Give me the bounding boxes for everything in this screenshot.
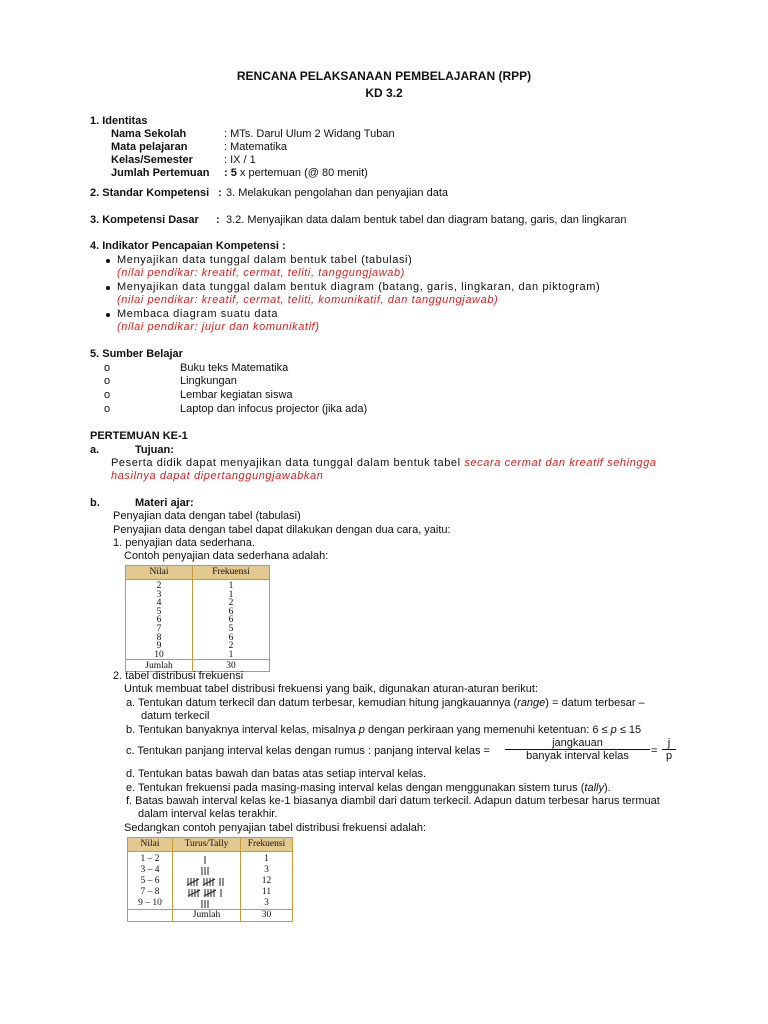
table-total-row: [128, 910, 293, 922]
materi-label: b.: [90, 497, 100, 509]
tally-marks-icon: [188, 888, 225, 898]
cell-frekuensi: 5: [193, 625, 270, 634]
identitas-label-mapel: Mata pelajaran: [111, 141, 188, 153]
total-label: Jumlah: [173, 910, 241, 922]
tujuan-text: Peserta didik dapat menyajikan data tunggal dalam bentuk tabel secara cermat dan kreatif sehingga: [111, 457, 657, 469]
cell-nilai: 10: [126, 651, 193, 660]
bullet-icon: [106, 259, 110, 263]
materi-line-1: Penyajian data dengan tabel (tabulasi): [113, 510, 301, 522]
table2-header-frekuensi: Frekuensi: [241, 838, 293, 852]
tally-marks-icon: [187, 877, 227, 887]
bullet-icon: [106, 286, 110, 290]
tally-marks-icon: [201, 899, 212, 909]
indikator-heading: 4. Indikator Pencapaian Kompetensi :: [90, 240, 286, 252]
indikator-note-3: (nilai pendikar: jujur dan komunikatif): [117, 321, 320, 333]
cell-frekuensi: 1: [193, 591, 270, 600]
identitas-value-sekolah: : MTs. Darul Ulum 2 Widang Tuban: [224, 128, 395, 140]
sumber-item-2: Lingkungan: [180, 375, 237, 387]
table-row: [128, 852, 293, 866]
identitas-label-sekolah: Nama Sekolah: [111, 128, 187, 140]
cell-frekuensi: 2: [193, 599, 270, 608]
cell-frekuensi: 1: [241, 852, 293, 866]
cell-nilai: 3: [126, 591, 193, 600]
table-row: [126, 651, 270, 660]
cell-nilai: 5: [126, 608, 193, 617]
fraction-j-over-p: $\frac{j}{p}$: [662, 737, 676, 762]
rule-e: e. Tentukan frekuensi pada masing-masing interval kelas dengan menggunakan sistem turus (tally).: [126, 782, 611, 794]
identitas-value-kelas: : IX / 1: [224, 154, 256, 166]
circle-bullet-icon: o: [104, 403, 111, 415]
cell-frekuensi: 3: [241, 898, 293, 910]
table2-header-tally: Turus/Tally: [173, 838, 241, 852]
standar-colon: :: [218, 187, 222, 199]
cell-frekuensi: 1: [193, 651, 270, 660]
tally-marks-icon: [201, 866, 212, 876]
kompetensi-label: 3. Kompetensi Dasar: [90, 214, 199, 226]
sumber-item-4: Laptop dan infocus projector (jika ada): [180, 403, 368, 415]
cell-nilai: 5 – 6: [128, 876, 173, 887]
rule-c: c. Tentukan panjang interval kelas dengan rumus : panjang interval kelas =: [126, 745, 490, 757]
materi-line-4: Contoh penyajian data sederhana adalah:: [124, 550, 329, 562]
table-row: [126, 608, 270, 617]
standar-value: 3. Melakukan pengolahan dan penyajian data: [226, 187, 449, 199]
cell-frekuensi: 6: [193, 608, 270, 617]
indikator-item-2: Menyajikan data tunggal dalam bentuk diagram (batang, garis, lingkaran, dan piktogram): [117, 281, 601, 293]
cell-tally: [173, 852, 241, 866]
table2-header-nilai: Nilai: [128, 838, 173, 852]
cell-frekuensi: 3: [241, 865, 293, 876]
cell-nilai: 7 – 8: [128, 887, 173, 898]
identitas-value-mapel: : Matematika: [224, 141, 287, 153]
pertemuan-heading: PERTEMUAN KE-1: [90, 430, 188, 442]
table1-header-frekuensi: Frekuensi: [193, 566, 270, 580]
circle-bullet-icon: o: [104, 375, 111, 387]
table-row: [128, 887, 293, 898]
cell-frekuensi: 12: [241, 876, 293, 887]
rule-a: a. Tentukan datum terkecil dan datum terbesar, kemudian hitung jangkauannya (range) = datum terbesar –: [126, 697, 645, 709]
distribusi-example-intro: Sedangkan contoh penyajian tabel distribusi frekuensi adalah:: [124, 822, 427, 834]
circle-bullet-icon: o: [104, 389, 111, 401]
cell-nilai: 4: [126, 599, 193, 608]
materi-line-2: Penyajian data dengan tabel dapat dilakukan dengan dua cara, yaitu:: [113, 524, 451, 536]
kompetensi-colon: :: [216, 214, 220, 226]
circle-bullet-icon: o: [104, 362, 111, 374]
cell-nilai: 9: [126, 642, 193, 651]
table1-header-nilai: Nilai: [126, 566, 193, 580]
cell-nilai: 7: [126, 625, 193, 634]
rule-a-cont: datum terkecil: [141, 710, 210, 722]
total-value: 30: [241, 910, 293, 922]
kompetensi-value: 3.2. Menyajikan data dalam bentuk tabel dan diagram batang, garis, dan lingkaran: [226, 214, 627, 226]
indikator-note-2: (nilai pendikar: kreatif, cermat, teliti, komunikatif, dan tanggungjawab): [117, 294, 499, 306]
table-row: [126, 642, 270, 651]
cell-frekuensi: 1: [193, 580, 270, 591]
cell-tally: [173, 876, 241, 887]
rule-b: b. Tentukan banyaknya interval kelas, misalnya p dengan perkiraan yang memenuhi ketentuan: 6 ≤ p ≤ 15: [126, 724, 642, 736]
cell-frekuensi: 6: [193, 616, 270, 625]
identitas-value-pertemuan: : 5 x pertemuan (@ 80 menit): [224, 167, 368, 179]
simple-data-table: [125, 565, 270, 672]
materi-line-3: 1. penyajian data sederhana.: [113, 537, 255, 549]
fraction-jangkauan: jangkauan banyak interval kelas: [505, 737, 650, 762]
cell-tally: [173, 865, 241, 876]
sumber-item-1: Buku teks Matematika: [180, 362, 289, 374]
doc-subtitle: KD 3.2: [365, 86, 403, 100]
table-row: [128, 865, 293, 876]
tujuan-text-cont: hasilnya dapat dipertanggungjawabkan: [111, 470, 324, 482]
sumber-item-3: Lembar kegiatan siswa: [180, 389, 293, 401]
cell-frekuensi: 6: [193, 634, 270, 643]
distribusi-heading: 2. tabel distribusi frekuensi: [113, 670, 244, 682]
table-row: [128, 876, 293, 887]
fraction-equals: =: [651, 745, 658, 757]
cell-frekuensi: 11: [241, 887, 293, 898]
cell-frekuensi: 2: [193, 642, 270, 651]
total-label: Jumlah: [126, 660, 193, 672]
frequency-distribution-table: [127, 837, 293, 922]
tally-marks-icon: [204, 855, 209, 865]
rule-f-cont: dalam interval kelas terakhir.: [138, 808, 278, 820]
rule-d: d. Tentukan batas bawah dan batas atas setiap interval kelas.: [126, 768, 427, 780]
identitas-heading: 1. Identitas: [90, 115, 148, 127]
cell-nilai: 6: [126, 616, 193, 625]
bullet-icon: [106, 313, 110, 317]
cell-nilai: 1 – 2: [128, 852, 173, 866]
indikator-item-1: Menyajikan data tunggal dalam bentuk tabel (tabulasi): [117, 254, 413, 266]
tujuan-label: a.: [90, 444, 100, 456]
table-row: [126, 616, 270, 625]
table-row: [128, 898, 293, 910]
indikator-note-1: (nilai pendikar: kreatif, cermat, teliti, tanggungjawab): [117, 267, 405, 279]
table-row: [126, 625, 270, 634]
cell-nilai: 9 – 10: [128, 898, 173, 910]
table-row: [126, 634, 270, 643]
materi-title: Materi ajar:: [135, 497, 194, 509]
table-row: [126, 580, 270, 591]
tujuan-title: Tujuan:: [135, 444, 174, 456]
identitas-label-pertemuan: Jumlah Pertemuan: [111, 167, 210, 179]
doc-title: RENCANA PELAKSANAAN PEMBELAJARAN (RPP): [236, 69, 532, 83]
cell-nilai: 3 – 4: [128, 865, 173, 876]
sumber-heading: 5. Sumber Belajar: [90, 348, 183, 360]
identitas-label-kelas: Kelas/Semester: [111, 154, 193, 166]
cell-tally: [173, 898, 241, 910]
rule-f: f. Batas bawah interval kelas ke-1 biasanya diambil dari datum terkecil. Adapun datum terbesar harus termuat: [126, 795, 660, 807]
indikator-item-3: Membaca diagram suatu data: [117, 308, 279, 320]
total-value: 30: [193, 660, 270, 672]
standar-label: 2. Standar Kompetensi: [90, 187, 210, 199]
empty-cell: [128, 910, 173, 922]
table-row: [126, 599, 270, 608]
table-row: [126, 591, 270, 600]
distribusi-intro: Untuk membuat tabel distribusi frekuensi yang baik, digunakan aturan-aturan berikut:: [124, 683, 538, 695]
cell-nilai: 2: [126, 580, 193, 591]
cell-nilai: 8: [126, 634, 193, 643]
cell-tally: [173, 887, 241, 898]
